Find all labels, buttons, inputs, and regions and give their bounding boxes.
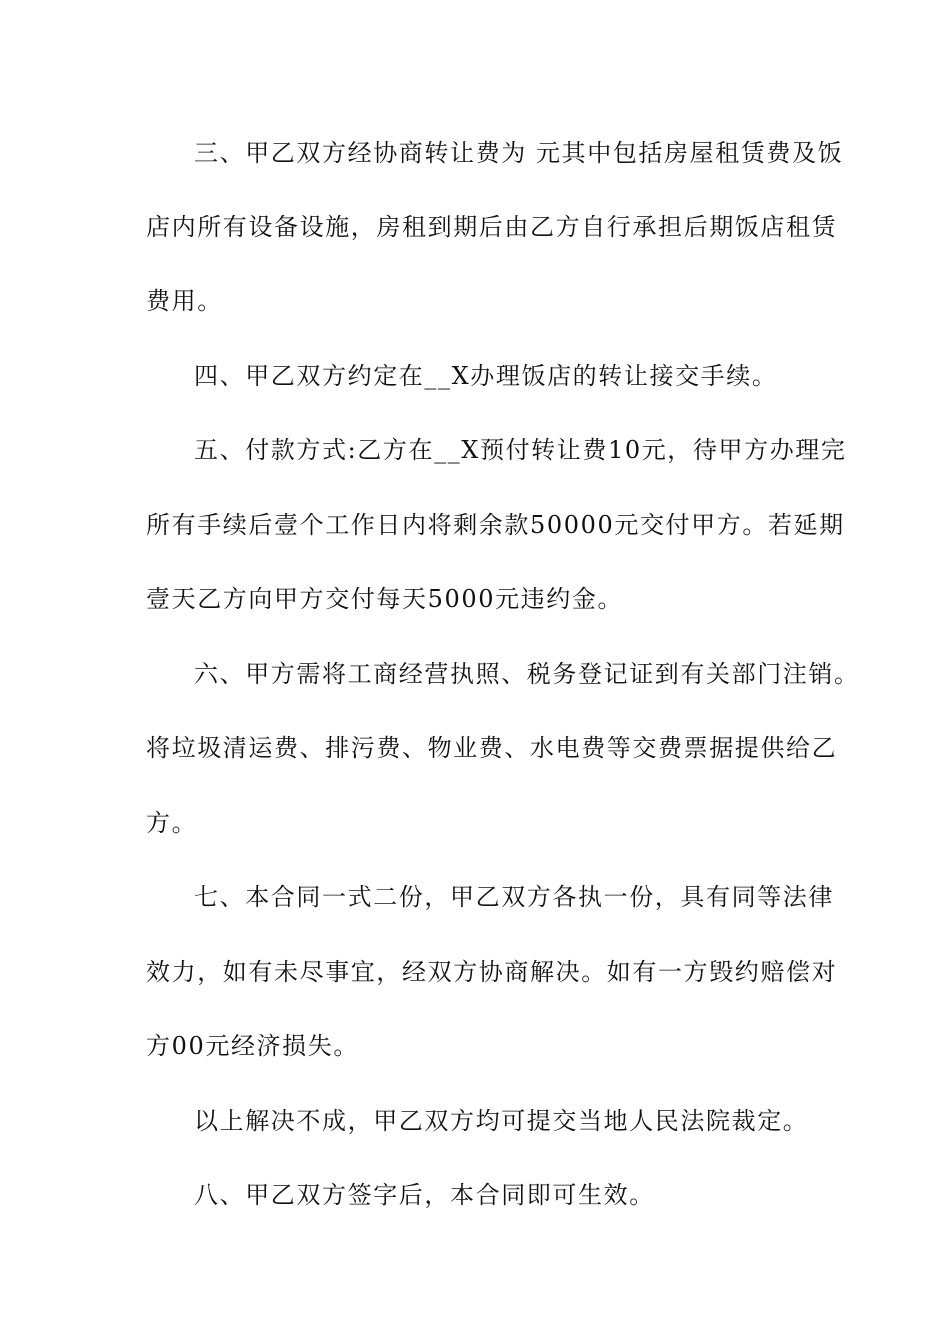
paragraph-5-line-3: 壹天乙方向甲方交付每天5000元违约金。 <box>146 585 624 613</box>
paragraph-4-line-1: 四、甲乙双方约定在__X办理饭店的转让接交手续。 <box>194 362 778 390</box>
paragraph-7-line-1: 七、本合同一式二份，甲乙双方各执一份，具有同等法律 <box>194 883 834 911</box>
paragraph-7-line-3: 方00元经济损失。 <box>146 1032 359 1060</box>
paragraph-6-line-1: 六、甲方需将工商经营执照、税务登记证到有关部门注销。 <box>194 660 860 688</box>
paragraph-8-line-1: 八、甲乙双方签字后，本合同即可生效。 <box>194 1181 655 1209</box>
paragraph-6-line-3: 方。 <box>146 809 198 837</box>
paragraph-7b-line-1: 以上解决不成，甲乙双方均可提交当地人民法院裁定。 <box>194 1107 809 1135</box>
paragraph-7-line-2: 效力，如有未尽事宜，经双方协商解决。如有一方毁约赔偿对 <box>146 958 838 986</box>
paragraph-3-line-1: 三、甲乙双方经协商转让费为 元其中包括房屋租赁费及饭 <box>194 139 844 167</box>
paragraph-5-line-2: 所有手续后壹个工作日内将剩余款50000元交付甲方。若延期 <box>146 511 845 539</box>
paragraph-3-line-2: 店内所有设备设施，房租到期后由乙方自行承担后期饭店租赁 <box>146 213 838 241</box>
paragraph-5-line-1: 五、付款方式:乙方在__X预付转让费10元，待甲方办理完 <box>194 436 847 464</box>
paragraph-3-line-3: 费用。 <box>146 287 223 315</box>
paragraph-6-line-2: 将垃圾清运费、排污费、物业费、水电费等交费票据提供给乙 <box>146 734 838 762</box>
